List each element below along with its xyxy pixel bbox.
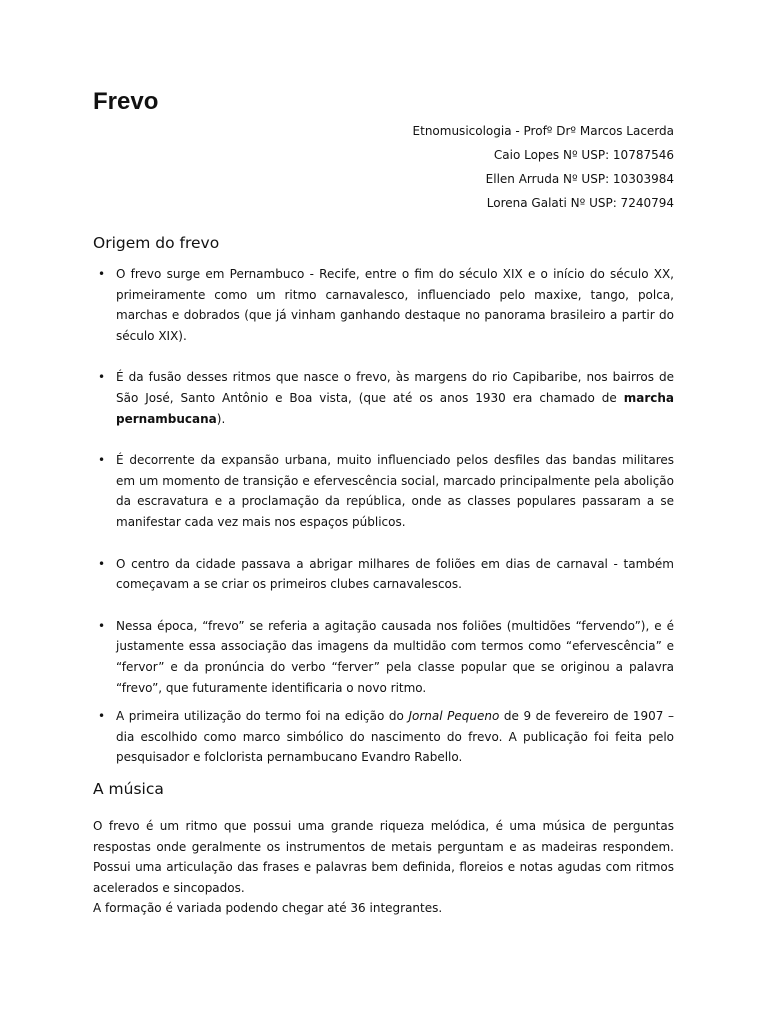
author-block [413,119,674,215]
bullet-item [93,367,674,429]
bullet-item [93,264,674,346]
bullet-text: de 9 de fevereiro de 1907 – dia escolhido como marco simbólico do nascimento do frevo. A publicação foi feita pelo pesquisador e folclorista pernambucano Evandro Rabello. [116,709,675,765]
bullet-text: O frevo surge em Pernambuco - Recife, entre o fim do século XIX e o início do século XX, primeiramente como um ritmo carnavalesco, influenciado pelo maxixe, tango, polca, marchas e dobrados (que já vinham ganhando destaque no panorama brasileiro a partir do século XIX). [116,267,674,343]
bullet-icon: • [98,556,106,571]
bullet-text: ). [216,411,226,426]
bullet-text: É da fusão desses ritmos que nasce o frevo, às margens do rio Capibaribe, nos bairros de São José, Santo Antônio e Boa vista, (que até os anos 1930 era chamado de [116,370,674,405]
paragraph-text: O frevo é um ritmo que possui uma grande riqueza melódica, é uma música de perguntas respostas onde geralmente os instrumentos de metais perguntam e as madeiras respondem. Possui uma articulação das frases e palavras bem definida, floreios e notas agudas com ritmos acelerados e sincopados. [93,819,674,895]
bullet-item [93,554,674,595]
bullet-italic-text: Jornal Pequeno [408,709,500,724]
section-heading-origem: Origem do frevo [93,234,220,252]
author-line: Caio Lopes Nº USP: 10787546 [493,148,674,162]
bullet-item [93,450,674,532]
bullet-text: Nessa época, “frevo” se referia a agitação causada nos foliões (multidões “fervendo”), e é justamente essa associação das imagens da multidão com termos como “efervescência” e “fervor” e da pronúncia do verbo “ferver” pela classe popular que se originou a palavra “frevo”, que futuramente identificaria o novo ritmo. [116,618,674,695]
course-line: Etnomusicologia - Profº Drº Marcos Lacerda [412,124,674,138]
bullet-item [93,616,674,698]
paragraph-text-line: A formação é variada podendo chegar até 36 integrantes. [93,901,443,916]
section-heading-musica: A música [93,780,164,798]
bullet-icon: • [98,370,106,385]
bullet-text: É decorrente da expansão urbana, muito influenciado pelos desfiles das bandas militares em um momento de transição e efervescência social, marcado principalmente pela abolição da escravatura e a proclamação da república, onde as classes populares passaram a se manifestar cada vez mais nos espaços públicos. [116,453,674,529]
bullet-bold-text: marcha pernambucana [116,390,674,426]
bullet-icon: • [98,709,106,724]
bullet-icon: • [98,618,106,633]
musica-paragraph [93,816,674,919]
bullet-icon: • [98,267,106,281]
document-title: Frevo [93,88,159,115]
author-line: Lorena Galati Nº USP: 7240794 [486,196,674,210]
bullet-text: O centro da cidade passava a abrigar milhares de foliões em dias de carnaval - também começavam a se criar os primeiros clubes carnavalescos. [116,556,674,592]
origem-bullet-list [93,264,674,768]
author-line: Ellen Arruda Nº USP: 10303984 [485,172,674,186]
bullet-text: A primeira utilização do termo foi na edição do [116,709,409,724]
bullet-icon: • [98,453,106,468]
bullet-item [93,706,674,768]
